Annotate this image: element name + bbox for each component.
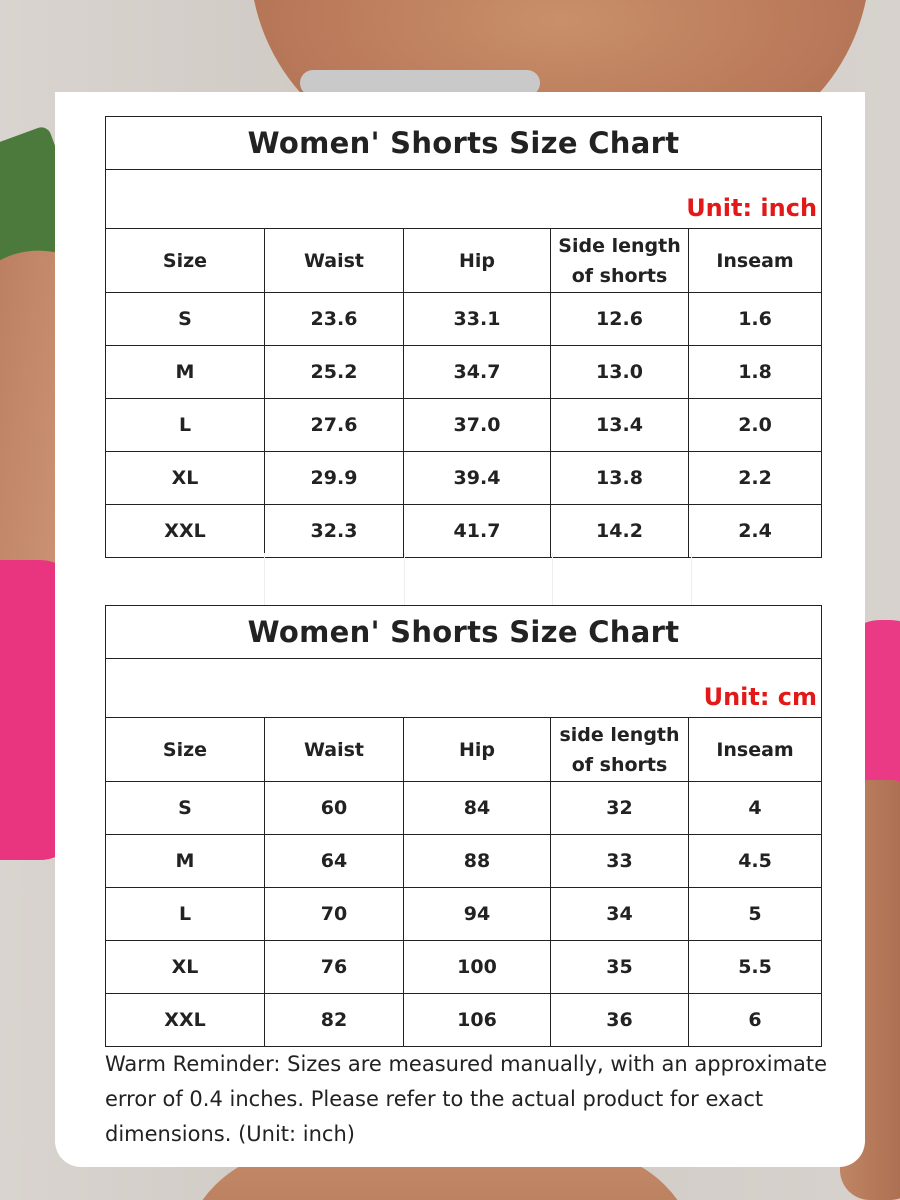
table-cell: 6 <box>689 994 822 1047</box>
table-cell: 33 <box>551 835 689 888</box>
table-cell: 27.6 <box>265 399 404 452</box>
size-chart-inch <box>105 116 821 558</box>
table-row <box>106 452 822 505</box>
table-cell: XL <box>106 941 265 994</box>
table-cell: 14.2 <box>551 505 689 558</box>
table-cell: 13.8 <box>551 452 689 505</box>
table-cell: 37.0 <box>404 399 551 452</box>
table-row <box>106 346 822 399</box>
table-cell: L <box>106 399 265 452</box>
table-cell: 2.2 <box>689 452 822 505</box>
table-body <box>106 782 822 1047</box>
table-cell: 12.6 <box>551 293 689 346</box>
table-cell: XXL <box>106 994 265 1047</box>
table-cell: 5.5 <box>689 941 822 994</box>
table-cell: 1.6 <box>689 293 822 346</box>
column-header: Size <box>106 229 265 293</box>
table-row <box>106 293 822 346</box>
table-cell: 5 <box>689 888 822 941</box>
table-cell: 106 <box>404 994 551 1047</box>
table-cell: L <box>106 888 265 941</box>
column-header: Hip <box>404 229 551 293</box>
unit-label: Unit: inch <box>106 170 822 229</box>
table-cell: S <box>106 782 265 835</box>
table-cell: 35 <box>551 941 689 994</box>
size-table-inch <box>105 116 822 558</box>
column-header: Side length of shorts <box>551 229 689 293</box>
spacer-ghost-row <box>105 553 821 605</box>
column-header: side length of shorts <box>551 718 689 782</box>
table-cell: 34.7 <box>404 346 551 399</box>
table-body <box>106 293 822 558</box>
table-row <box>106 782 822 835</box>
table-header-row <box>106 718 822 782</box>
table-cell: 60 <box>265 782 404 835</box>
table-cell: XL <box>106 452 265 505</box>
column-header: Inseam <box>689 718 822 782</box>
column-header: Size <box>106 718 265 782</box>
table-title: Women' Shorts Size Chart <box>106 117 822 170</box>
size-chart-cm <box>105 605 821 1047</box>
table-cell: 4 <box>689 782 822 835</box>
table-cell: XXL <box>106 505 265 558</box>
table-title: Women' Shorts Size Chart <box>106 606 822 659</box>
table-cell: 88 <box>404 835 551 888</box>
table-cell: 41.7 <box>404 505 551 558</box>
table-cell: 33.1 <box>404 293 551 346</box>
table-cell: 76 <box>265 941 404 994</box>
table-row <box>106 994 822 1047</box>
table-cell: 82 <box>265 994 404 1047</box>
table-row <box>106 505 822 558</box>
warm-reminder-note: Warm Reminder: Sizes are measured manually, with an approximate error of 0.4 inches. Please refer to the actual product for exact dimensions. (Unit: inch) <box>105 1052 828 1146</box>
table-cell: M <box>106 835 265 888</box>
table-header-row <box>106 229 822 293</box>
table-row <box>106 399 822 452</box>
table-cell: 1.8 <box>689 346 822 399</box>
table-cell: 84 <box>404 782 551 835</box>
table-cell: 34 <box>551 888 689 941</box>
table-cell: 64 <box>265 835 404 888</box>
table-cell: 13.4 <box>551 399 689 452</box>
unit-label: Unit: cm <box>106 659 822 718</box>
table-cell: 32 <box>551 782 689 835</box>
column-header: Inseam <box>689 229 822 293</box>
table-cell: 4.5 <box>689 835 822 888</box>
column-header: Waist <box>265 229 404 293</box>
table-cell: 32.3 <box>265 505 404 558</box>
size-table-cm <box>105 605 822 1047</box>
table-row <box>106 941 822 994</box>
table-cell: 39.4 <box>404 452 551 505</box>
table-cell: 94 <box>404 888 551 941</box>
table-cell: 13.0 <box>551 346 689 399</box>
table-row <box>106 888 822 941</box>
table-cell: 36 <box>551 994 689 1047</box>
table-cell: 29.9 <box>265 452 404 505</box>
table-cell: 25.2 <box>265 346 404 399</box>
column-header: Hip <box>404 718 551 782</box>
table-cell: S <box>106 293 265 346</box>
table-row <box>106 835 822 888</box>
table-cell: 70 <box>265 888 404 941</box>
table-cell: M <box>106 346 265 399</box>
column-header: Waist <box>265 718 404 782</box>
table-cell: 2.0 <box>689 399 822 452</box>
table-cell: 23.6 <box>265 293 404 346</box>
size-chart-card <box>55 92 865 1167</box>
table-cell: 100 <box>404 941 551 994</box>
table-cell: 2.4 <box>689 505 822 558</box>
